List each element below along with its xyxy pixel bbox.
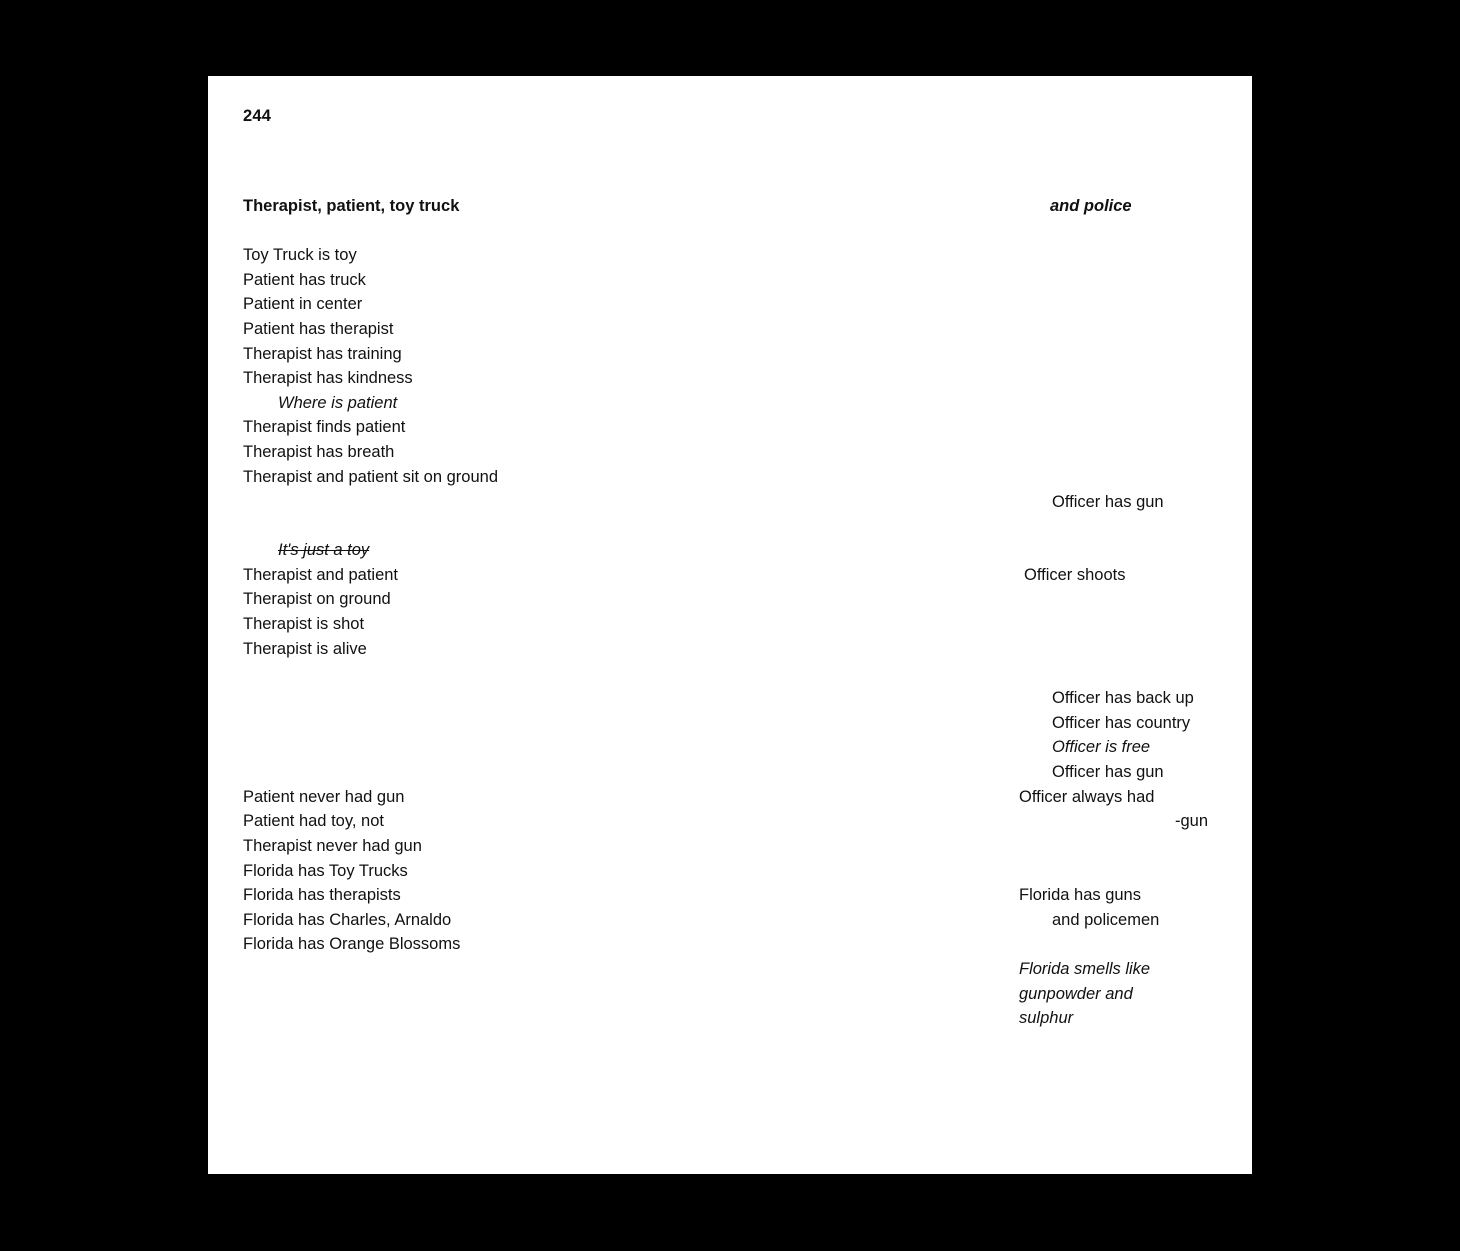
poem-line: Therapist has kindness: [243, 369, 413, 387]
poem-line: Patient never had gun: [243, 788, 405, 806]
poem-line: Florida has Charles, Arnaldo: [243, 911, 452, 929]
poem-line: Therapist and patient: [243, 566, 399, 584]
poem-line: Therapist is alive: [243, 640, 367, 658]
poem-line: It's just a toy: [278, 541, 370, 559]
page-sheet: [208, 76, 1252, 1174]
poem-line: Officer always had: [1019, 788, 1155, 806]
poem-line: Therapist has breath: [243, 443, 395, 461]
poem-line: Officer is free: [1052, 738, 1151, 756]
poem-line: Toy Truck is toy: [243, 246, 357, 264]
poem-line: Florida has Orange Blossoms: [243, 935, 461, 953]
poem-line: Therapist and patient sit on ground: [243, 468, 499, 486]
poem-line: sulphur: [1019, 1009, 1074, 1027]
poem-line: Officer shoots: [1024, 566, 1126, 584]
poem-line: -gun: [1175, 812, 1209, 830]
poem-line: Officer has country: [1052, 714, 1191, 732]
page-number: 244: [243, 107, 272, 125]
poem-line: Florida has Toy Trucks: [243, 862, 408, 880]
poem-line: Therapist, patient, toy truck: [243, 197, 460, 215]
poem-line: Therapist on ground: [243, 590, 391, 608]
poem-line: Where is patient: [278, 394, 398, 412]
poem-line: and police: [1050, 197, 1132, 215]
poem-line: Therapist has training: [243, 345, 402, 363]
poem-line: Officer has back up: [1052, 689, 1194, 707]
poem-line: Patient in center: [243, 295, 363, 313]
poem-line: and policemen: [1052, 911, 1160, 929]
poem-line: Therapist never had gun: [243, 837, 422, 855]
poem-line: Patient had toy, not: [243, 812, 384, 830]
poem-line: Therapist finds patient: [243, 418, 406, 436]
poem-line: Patient has therapist: [243, 320, 394, 338]
poem-line: Officer has gun: [1052, 763, 1164, 781]
poem-line: Patient has truck: [243, 271, 366, 289]
poem-line: Officer has gun: [1052, 493, 1164, 511]
poem-body: [208, 76, 1252, 1174]
poem-line: Therapist is shot: [243, 615, 365, 633]
poem-line: Florida smells like: [1019, 960, 1151, 978]
poem-line: Florida has therapists: [243, 886, 401, 904]
poem-line: gunpowder and: [1019, 985, 1133, 1003]
poem-line: Florida has guns: [1019, 886, 1141, 904]
